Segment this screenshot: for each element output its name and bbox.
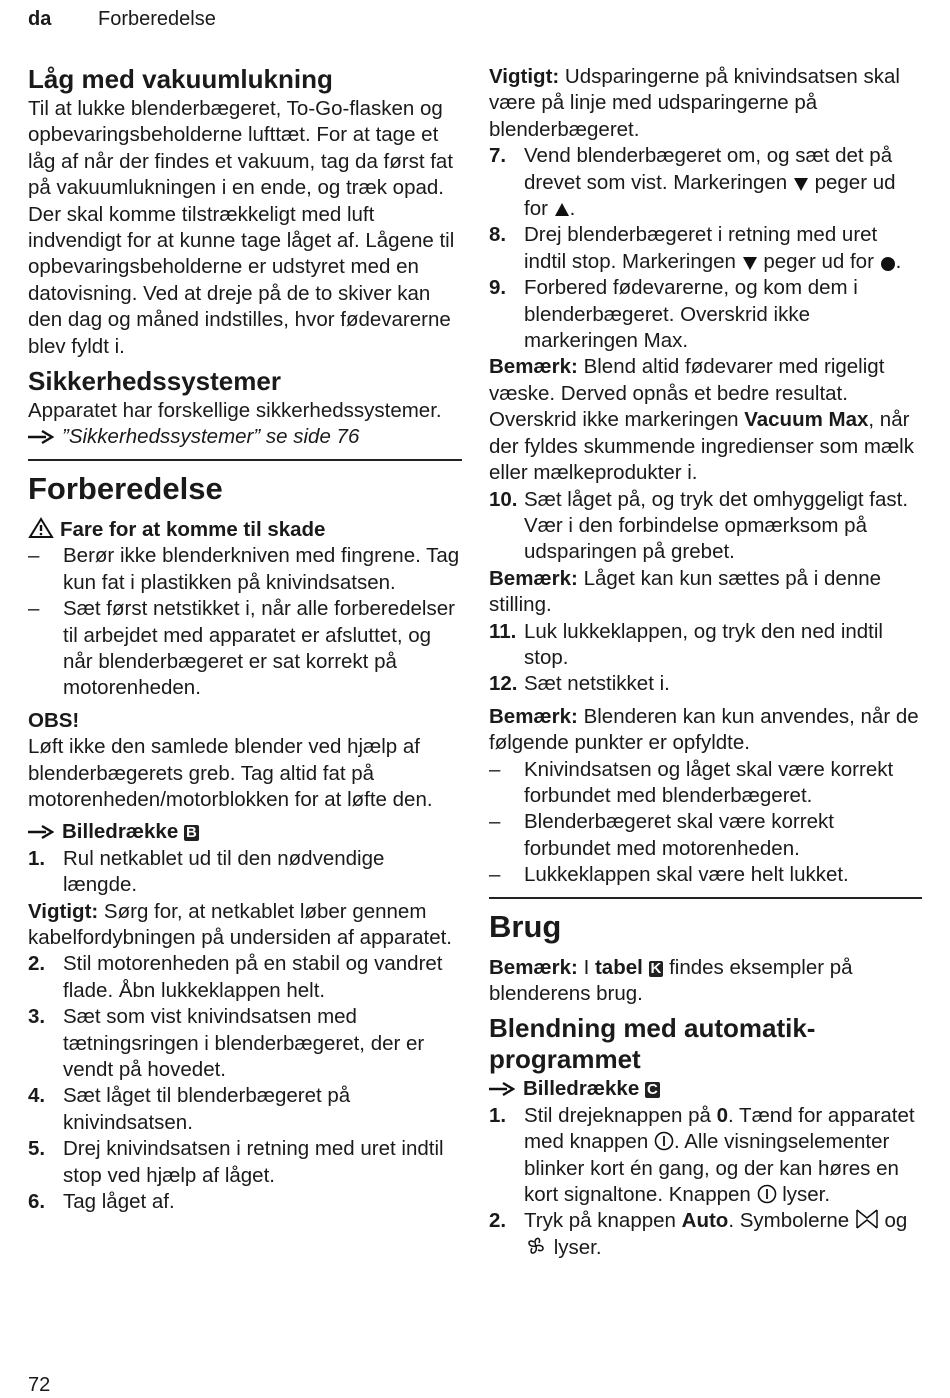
step-item: 5. Drej knivindsatsen i retning med uret indtil stop ved hjælp af låget. xyxy=(28,1137,444,1187)
page-number: 72 xyxy=(28,1374,51,1396)
power-button-icon xyxy=(757,1184,777,1204)
step-item: 12. Sæt netstikket i. xyxy=(489,672,670,696)
dot-icon xyxy=(880,255,896,271)
right-column xyxy=(489,64,922,1261)
note-label: Bemærk: xyxy=(489,704,578,728)
figure-letter-badge: B xyxy=(185,824,197,842)
table-label: tabel xyxy=(594,955,643,979)
condition-text: Blenderbægeret skal være korrekt forbundet med motorenheden. xyxy=(524,810,834,860)
prep-heading: Forberedelse xyxy=(28,470,223,506)
step-text: Forbered fødevarerne, og kom dem i blenderbægeret. Overskrid ikke markeringen xyxy=(524,276,858,353)
warning-triangle-icon xyxy=(28,517,54,539)
step-item: 1. Stil drejeknappen på 0. Tænd for apparatet med knappen . Alle visningselementer blinker kort én gang, og der kan høres en kort signaltone. Knappen lyser. xyxy=(489,1103,915,1207)
page-header xyxy=(28,6,216,32)
step-text-cont: peger ud for xyxy=(763,249,874,273)
note-text-cont: , når der fyldes skummende ingredienser som mælk eller mælkeprodukter i. xyxy=(489,408,914,485)
lid-body: Til at lukke blenderbægeret, To-Go-flasken og opbevaringsbeholderne lufttæt. For at tage et låg af når der findes et vakuum, tag da først fat på vakuumlukningen i en ende, og træk opad. Der skal komme tilstrækkeligt med luft indvendigt for at kunne tage låget af. Lågene til opbevaringsbeholderne er udstyret med en datovisning. Ved at dreje på de to skiver kan den dag og måned indstilles, hvor fødevarerne blev fyldt i. xyxy=(28,97,455,358)
figure-reference xyxy=(28,819,462,845)
step-item: 3. Sæt som vist knivindsatsen med tætningsringen i blenderbægeret, der er vendt på hovedet. xyxy=(28,1005,425,1081)
condition-item: – Blenderbægeret skal være korrekt forbundet med motorenheden. xyxy=(489,810,834,860)
step-text: Tag låget af. xyxy=(63,1190,175,1214)
step-text-cont: peger ud for xyxy=(524,170,896,221)
step-item: 11. Luk lukkeklappen, og tryk den ned indtil stop. xyxy=(489,619,883,669)
important-note xyxy=(489,64,922,143)
warning-item-text: Berør ikke blenderkniven med fingrene. Tag kun fat i plastikken på knivindsatsen. xyxy=(63,544,460,594)
obs-heading: OBS! xyxy=(28,708,80,732)
condition-text: Knivindsatsen og låget skal være korrekt forbundet med blenderbægeret. xyxy=(524,757,894,807)
note-text: Blenderen kan kun anvendes, når de følgende punkter er opfyldte. xyxy=(489,704,919,755)
important-text: Sørg for, at netkablet løber gennem kabelfordybningen på undersiden af apparatet. xyxy=(28,899,452,949)
note xyxy=(489,566,922,619)
figure-label: Billedrække xyxy=(62,820,179,844)
step-text: Sæt som vist knivindsatsen med tætningsringen i blenderbægeret, der er vendt på hovedet. xyxy=(63,1005,425,1081)
step-text: Rul netkablet ud til den nødvendige længde. xyxy=(63,846,385,897)
arrow-right-icon xyxy=(28,824,54,840)
triangle-down-icon xyxy=(793,176,809,192)
auto-button-label: Auto xyxy=(681,1209,729,1233)
step-item: 10. Sæt låget på, og tryk det omhyggeligt fast. Vær i den forbindelse opmærksom på udsparingen på grebet. xyxy=(489,487,909,564)
warning-heading xyxy=(28,517,462,543)
step-text: Stil motorenheden på en stabil og vandret flade. Åbn lukkeklappen helt. xyxy=(63,952,443,1002)
triangle-up-icon xyxy=(554,202,570,218)
table-letter-badge: K xyxy=(650,959,662,977)
power-button-icon xyxy=(654,1131,674,1151)
step-item: 6. Tag låget af. xyxy=(28,1190,175,1214)
blender-blade-icon xyxy=(855,1208,879,1230)
important-label: Vigtigt: xyxy=(489,65,560,88)
section-divider xyxy=(489,897,922,899)
step-item: 7. Vend blenderbægeret om, og sæt det på drevet som vist. Markeringen peger ud for . xyxy=(489,144,896,221)
arrow-right-icon xyxy=(28,429,54,445)
step-item: 8. Drej blenderbægeret i retning med uret indtil stop. Markeringen peger ud for . xyxy=(489,223,902,273)
header-section: Forberedelse xyxy=(98,8,216,30)
section-divider xyxy=(28,459,462,461)
dial-zero: 0 xyxy=(716,1103,729,1127)
condition-text: Lukkeklappen skal være helt lukket. xyxy=(524,863,849,887)
figure-letter-badge: C xyxy=(646,1081,658,1099)
step-text: Drej blenderbægeret i retning med uret indtil stop. Markeringen xyxy=(524,223,878,273)
note-label: Bemærk: xyxy=(489,955,578,979)
step-text: Drej knivindsatsen i retning med uret indtil stop ved hjælp af låget. xyxy=(63,1137,444,1187)
auto-program-heading: Blendning med automatik-programmet xyxy=(489,1013,816,1075)
arrow-right-icon xyxy=(489,1081,515,1097)
fan-icon xyxy=(524,1235,548,1257)
use-note-text: findes eksempler på blenderens brug. xyxy=(489,955,853,1005)
left-column xyxy=(28,64,462,1215)
important-text: Udsparingerne på knivindsatsen skal være på linje med udsparingerne på blenderbægeret. xyxy=(489,65,900,141)
condition-item: – Lukkeklappen skal være helt lukket. xyxy=(489,863,849,887)
figure-label: Billedrække xyxy=(523,1077,640,1101)
vacuum-max-mark: Vacuum Max xyxy=(744,408,869,432)
important-label: Vigtigt: xyxy=(28,899,99,923)
note xyxy=(489,354,922,486)
step-item: 9. Forbered fødevarerne, og kom dem i blenderbægeret. Overskrid ikke markeringen Max. xyxy=(489,276,858,353)
safety-body: Apparatet har forskellige sikkerhedssystemer. xyxy=(28,399,442,423)
condition-item: – Knivindsatsen og låget skal være korrekt forbundet med blenderbægeret. xyxy=(489,757,894,807)
language-code: da xyxy=(28,8,52,30)
warning-item: – Sæt først netstikket i, når alle forberedelser til arbejdet med apparatet er afsluttet, og når blenderbægeret er sat korrekt på motorenheden. xyxy=(28,597,455,700)
obs-body: Løft ikke den samlede blender ved hjælp af blenderbægerets greb. Tag altid fat på motorenheden/motorblokken for at løfte den. xyxy=(28,735,433,811)
max-mark: Max xyxy=(643,329,683,353)
note-text: Blend altid fødevarer med rigeligt væske. Derved opnås et bedre resultat. Overskrid ikke markeringen xyxy=(489,355,885,432)
step-item: 2. Stil motorenheden på en stabil og vandret flade. Åbn lukkeklappen helt. xyxy=(28,952,443,1002)
step-text: Sæt netstikket i. xyxy=(524,672,670,696)
use-note: Bemærk: I tabel K findes eksempler på blenderens brug. xyxy=(489,955,853,1005)
lid-heading: Låg med vakuumlukning xyxy=(28,64,333,94)
note-label: Bemærk: xyxy=(489,355,578,379)
step-item: 1. Rul netkablet ud til den nødvendige længde. xyxy=(28,846,385,897)
step-text: Luk lukkeklappen, og tryk den ned indtil stop. xyxy=(524,619,883,669)
warning-heading-text: Fare for at komme til skade xyxy=(60,517,326,541)
note-text: Låget kan kun sættes på i denne stilling. xyxy=(489,566,882,617)
figure-reference xyxy=(489,1076,922,1102)
note xyxy=(489,704,922,757)
important-note xyxy=(28,899,462,952)
note-label: Bemærk: xyxy=(489,566,578,590)
step-text: Vend blenderbægeret om, og sæt det på drevet som vist. Markeringen xyxy=(524,144,893,194)
step-item: 4. Sæt låget til blenderbægeret på knivindsatsen. xyxy=(28,1084,351,1134)
safety-heading: Sikkerhedssystemer xyxy=(28,366,281,397)
warning-item-text: Sæt først netstikket i, når alle forberedelser til arbejdet med apparatet er afsluttet, og når blenderbægeret er sat korrekt på motorenheden. xyxy=(63,597,455,700)
step-item: 2. Tryk på knappen Auto. Symbolerne og lyser. xyxy=(489,1209,908,1259)
use-heading: Brug xyxy=(489,908,562,944)
safety-reference xyxy=(28,424,462,450)
safety-reference-text: ”Sikkerhedssystemer” se side 76 xyxy=(62,425,360,449)
step-text: Sæt låget til blenderbægeret på knivindsatsen. xyxy=(63,1084,351,1134)
warning-item: – Berør ikke blenderkniven med fingrene. Tag kun fat i plastikken på knivindsatsen. xyxy=(28,544,460,594)
triangle-down-icon xyxy=(742,255,758,271)
step-text: Sæt låget på, og tryk det omhyggeligt fast. Vær i den forbindelse opmærksom på udsparingen på grebet. xyxy=(524,487,909,564)
